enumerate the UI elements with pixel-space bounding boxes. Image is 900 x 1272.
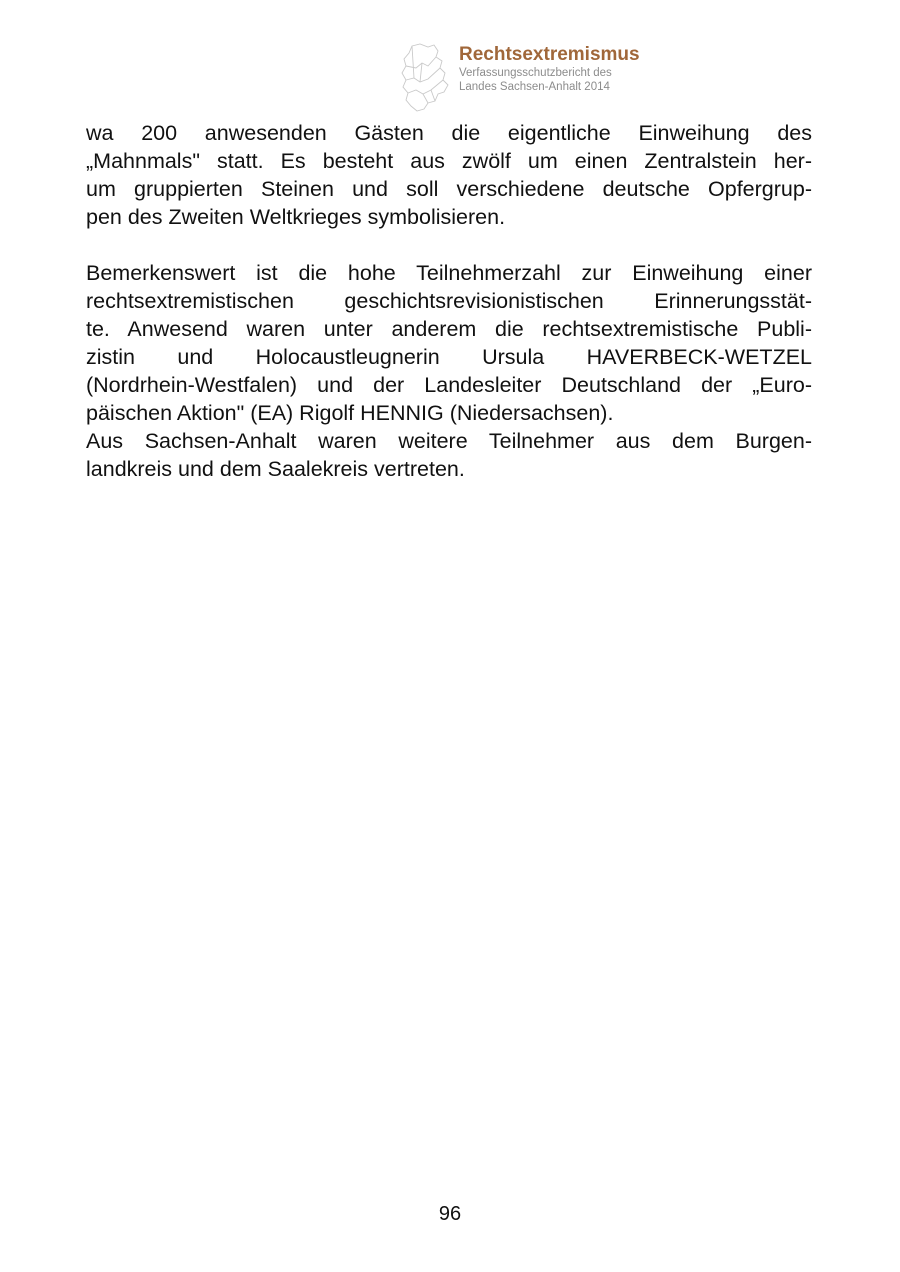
text-line: pen des Zweiten Weltkrieges symbolisieren. (86, 205, 506, 229)
text-line: te. Anwesend waren unter anderem die rechtsextremistische Publi- (86, 317, 812, 341)
header-subtitle-line-1: Verfassungsschutzbericht des (459, 67, 612, 79)
page-number: 96 (438, 1203, 462, 1225)
text-line: rechtsextremistischen geschichtsrevisionistischen Erinnerungsstät- (86, 289, 812, 313)
text-line: „Mahnmals" statt. Es besteht aus zwölf um einen Zentralstein her- (86, 149, 812, 173)
sachsen-anhalt-map-logo (398, 42, 458, 114)
page-header (398, 42, 698, 116)
header-subtitle-line-2: Landes Sachsen-Anhalt 2014 (459, 81, 610, 93)
paragraph-participants (86, 259, 812, 427)
paragraph-monument-description (86, 119, 812, 231)
text-line: (Nordrhein-Westfalen) und der Landesleiter Deutschland der „Euro- (86, 373, 812, 397)
text-line: um gruppierten Steinen und soll verschiedene deutsche Opfergrup- (86, 177, 812, 201)
text-line: Bemerkenswert ist die hohe Teilnehmerzahl zur Einweihung einer (86, 261, 812, 285)
text-line: zistin und Holocaustleugnerin Ursula HAVERBECK-WETZEL (86, 345, 812, 369)
text-line: landkreis und dem Saalekreis vertreten. (86, 457, 465, 481)
body-text (86, 119, 812, 483)
header-title: Rechtsextremismus (459, 44, 640, 65)
paragraph-saxony-anhalt-participants (86, 427, 812, 483)
text-line: päischen Aktion" (EA) Rigolf HENNIG (Niedersachsen). (86, 401, 614, 425)
text-line: wa 200 anwesenden Gästen die eigentliche Einweihung des (86, 121, 812, 145)
text-line: Aus Sachsen-Anhalt waren weitere Teilnehmer aus dem Burgen- (86, 429, 812, 453)
header-text-block (459, 44, 640, 94)
paragraph-spacer (86, 231, 812, 259)
